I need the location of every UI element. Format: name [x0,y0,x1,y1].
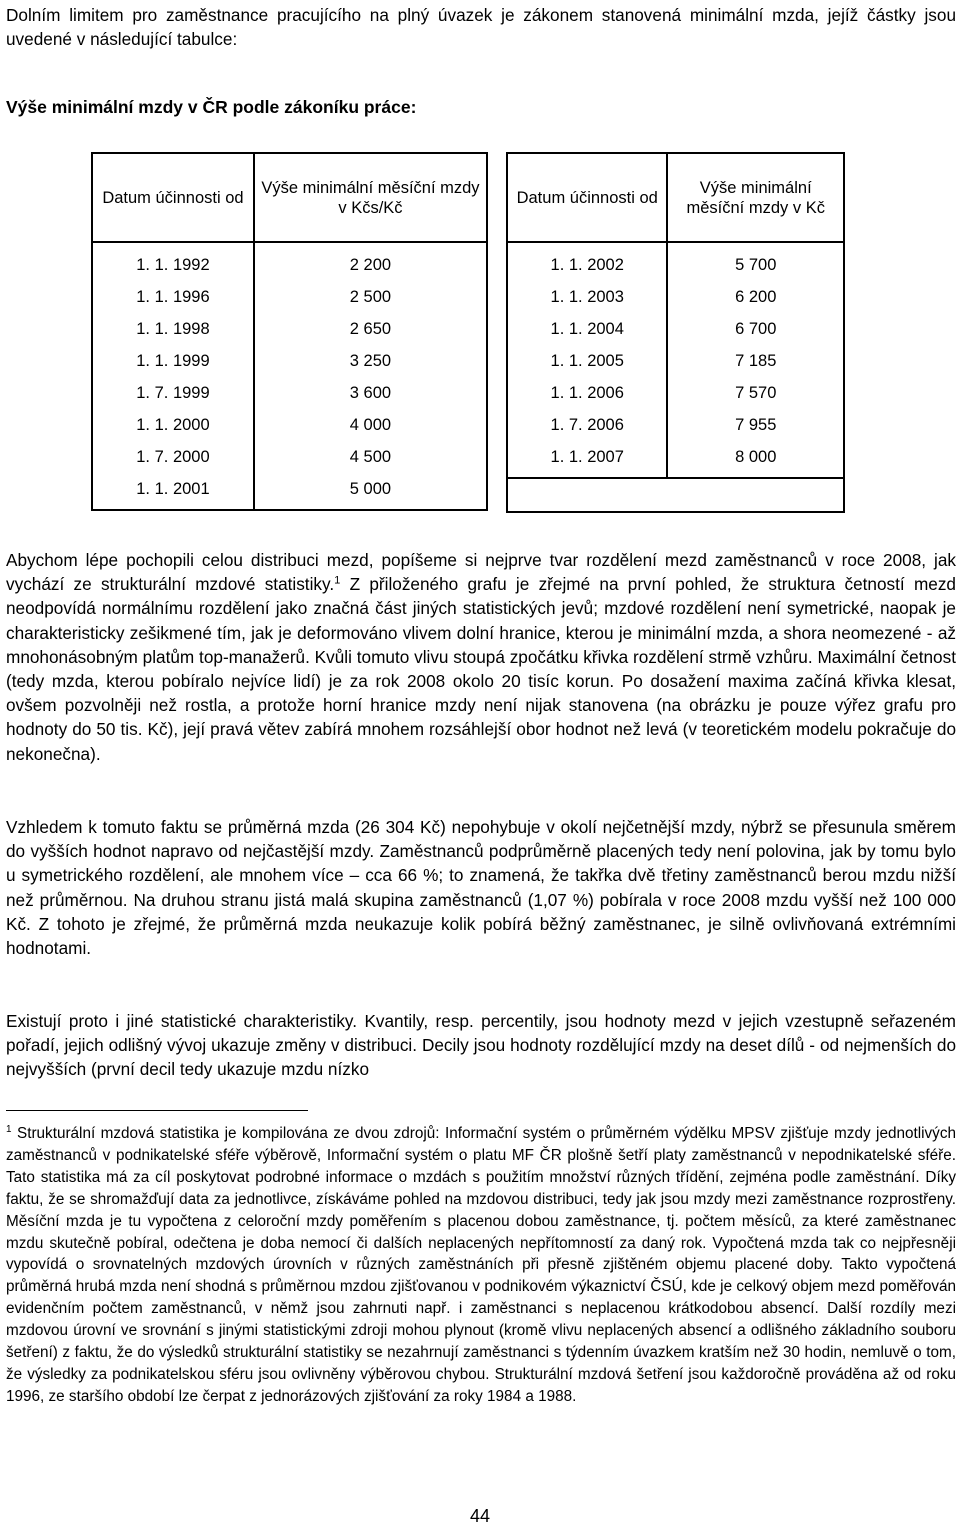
date-cell: 1. 7. 2000 [92,441,254,473]
amount-cell: 2 200 [254,242,487,281]
table-row [92,473,487,510]
amount-cell: 3 250 [254,345,487,377]
amount-cell: 7 570 [667,377,844,409]
table-row [92,377,487,409]
table-row [507,441,844,478]
column-header-date: Datum účinnosti od [507,153,667,242]
table-row [507,345,844,377]
table-row [92,242,487,281]
column-header-amount: Výše minimální měsíční mzdy v Kč [667,153,844,242]
amount-cell: 7 955 [667,409,844,441]
table-row [507,313,844,345]
minimum-wage-table-right [506,152,845,513]
date-cell: 1. 1. 2005 [507,345,667,377]
table-row [92,409,487,441]
date-cell: 1. 1. 2004 [507,313,667,345]
amount-cell: 5 700 [667,242,844,281]
date-cell: 1. 1. 2006 [507,377,667,409]
column-header-amount: Výše minimální měsíční mzdy v Kčs/Kč [254,153,487,242]
table-row [92,441,487,473]
date-cell: 1. 1. 2002 [507,242,667,281]
date-cell: 1. 1. 1998 [92,313,254,345]
table-row [507,242,844,281]
table-row [92,313,487,345]
column-header-date: Datum účinnosti od [92,153,254,242]
table-row [507,409,844,441]
page-number: 44 [469,1506,491,1526]
date-cell: 1. 1. 2003 [507,281,667,313]
amount-cell: 4 500 [254,441,487,473]
date-cell: 1. 1. 2001 [92,473,254,510]
amount-cell: 2 500 [254,281,487,313]
amount-cell: 5 000 [254,473,487,510]
date-cell: 1. 1. 2000 [92,409,254,441]
empty-cell [507,478,844,512]
amount-cell: 3 600 [254,377,487,409]
intro-paragraph: Dolním limitem pro zaměstnance pracujícího na plný úvazek je zákonem stanovená minimální mzda, jejíž částky jsou uvedené v následující tabulce: [6,5,956,49]
paragraph-text: Abychom lépe pochopili celou distribuci mezd, popíšeme si nejprve tvar rozdělení mezd zaměstnanců v roce 2008, jak vychází ze strukturální mzdové statistiky. [6,550,956,595]
body-paragraph-distribution [6,548,956,766]
amount-cell: 8 000 [667,441,844,478]
body-paragraph-average-wage: Vzhledem k tomuto faktu se průměrná mzda (26 304 Kč) nepohybuje v okolí nejčetnější mzdy, nýbrž se přesunula směrem do vyšších hodnot napravo od nejčastější mzdy. Zaměstnanců podprůměrně placených tedy není polovina, jak by tomu bylo u symetrického rozdělení, ale mnohem více – cca 66 %; to znamená, že takřka dvě třetiny zaměstnanců berou mzdu nižší než průměrnou. Na druhou stranu jistá malá skupina zaměstnanců (1,07 %) pobírala v roce 2008 mzdu vyšší než 100 000 Kč. Z tohoto je zřejmé, že průměrná mzda neukazuje kolik pobírá běžný zaměstnanec, je silně ovlivňovaná extrémními hodnotami. [6,817,956,959]
footnote-number: 1 [6,1124,12,1136]
footnote-text: Strukturální mzdová statistika je kompilována ze dvou zdrojů: Informační systém o průměrném výdělku MPSV zjišťuje mzdy jednotlivých zaměstnanců v podnikatelské sféře výběrově, Informační systém o platu MF ČR plošně šetří platy zaměstnanců v nepodnikatelské sféře. Tato statistika má za cíl poskytovat podrobné informace o mzdách s použitím množství různých třídění, zejména podle zaměstnání. Díky faktu, že se shromažďují data za jednotlivce, získáváme pohled na mzdovou distribuci, tedy jak jsou mzdy mezi zaměstnance rozprostřeny. Měsíční mzda je tu vypočtena z celoroční mzdy poměřením s placenou dobou zaměstnance, tj. počtem měsíců, za které zaměstnanec mzdu skutečně pobíral, odečtena je doba nemocí či dalších neplacených nepřítomností za daný rok. Vypočtená mzda tak co nejpřesněji vypovídá o srovnatelných mzdových úrovních v různých zaměstnáních při přesně zjištěném objemu placené doby. Takto vypočtená průměrná hrubá mzda není shodná s průměrnou mzdou zjišťovanou v podnikovém výkaznictví ČSÚ, kde je celkový objem mezd poměřován evidenčním počtem zaměstnanců, v němž jsou zahrnuti např. i zaměstnanci s neplacenou krátkodobou absencí. Další rozdíly mezi mzdovou úrovní ve srovnání s jinými statistickými zdroji mohou plynout (kromě vlivu neplacených absencí a odlišného základního souboru šetření) z faktu, že do výsledků strukturální statistiky se nezahrnují zaměstnanci s týdenním úvazkem kratším než 30 hodin, nemluvě o tom, že výsledky za podnikatelskou sféru jsou ovlivněny výběrovou chybou. Strukturální mzdová šetření jsou každoročně prováděna až od roku 1996, ze staršího období lze čerpat z jednorázových zjišťování za roky 1984 a 1988. [6,1125,956,1405]
date-cell: 1. 1. 1999 [92,345,254,377]
body-paragraph-quantiles: Existují proto i jiné statistické charakteristiky. Kvantily, resp. percentily, jsou hodnoty mezd v jejich vzestupně seřazeném pořadí, jejich odlišný vývoj ukazuje změny v distribuci. Decily jsou hodnoty rozdělující mzdy na deset dílů - od nejmenších do nejvyšších (první decil tedy ukazuje mzdu nízko [6,1011,956,1080]
date-cell: 1. 7. 1999 [92,377,254,409]
footnote [6,1123,956,1408]
date-cell: 1. 1. 2007 [507,441,667,478]
paragraph-text: Z přiloženého grafu je zřejmé na první pohled, že struktura četností mezd neodpovídá normálnímu rozdělení jako značná část jiných statistických jevů; mzdové rozdělení není symetrické, naopak je charakteristicky zešikmené tím, jak je deformováno vlivem dolní hranice, kterou je minimální mzda, a shora neomezené - až mnohonásobným platům top-manažerů. Kvůli tomuto vlivu stoupá zpočátku křivka rozdělení strmě vzhůru. Maximální četnost (tedy mzda, kterou pobíralo nejvíce lidí) je za rok 2008 okolo 20 tisíc korun. Po dosažení maxima začíná křivka klesat, ovšem pozvolněji než rostla, a protože horní hranice mzdy není nijak stanovena (na obrázku je pouze výřez grafu pro hodnoty do 50 tis. Kč), její pravá větev zabírá mnohem rozsáhlejší obor hodnot než levá (v teoretickém modelu pokračuje do nekonečna). [6,574,956,764]
date-cell: 1. 7. 2006 [507,409,667,441]
table-row [507,281,844,313]
amount-cell: 4 000 [254,409,487,441]
table-heading: Výše minimální mzdy v ČR podle zákoníku práce: [6,97,417,117]
footnote-reference[interactable]: 1 [334,574,341,587]
amount-cell: 6 700 [667,313,844,345]
amount-cell: 6 200 [667,281,844,313]
date-cell: 1. 1. 1992 [92,242,254,281]
minimum-wage-table-left [91,152,488,511]
table-row [92,281,487,313]
amount-cell: 7 185 [667,345,844,377]
table-row-empty [507,478,844,512]
footnote-divider [6,1110,308,1111]
date-cell: 1. 1. 1996 [92,281,254,313]
table-row [507,377,844,409]
table-row [92,345,487,377]
amount-cell: 2 650 [254,313,487,345]
